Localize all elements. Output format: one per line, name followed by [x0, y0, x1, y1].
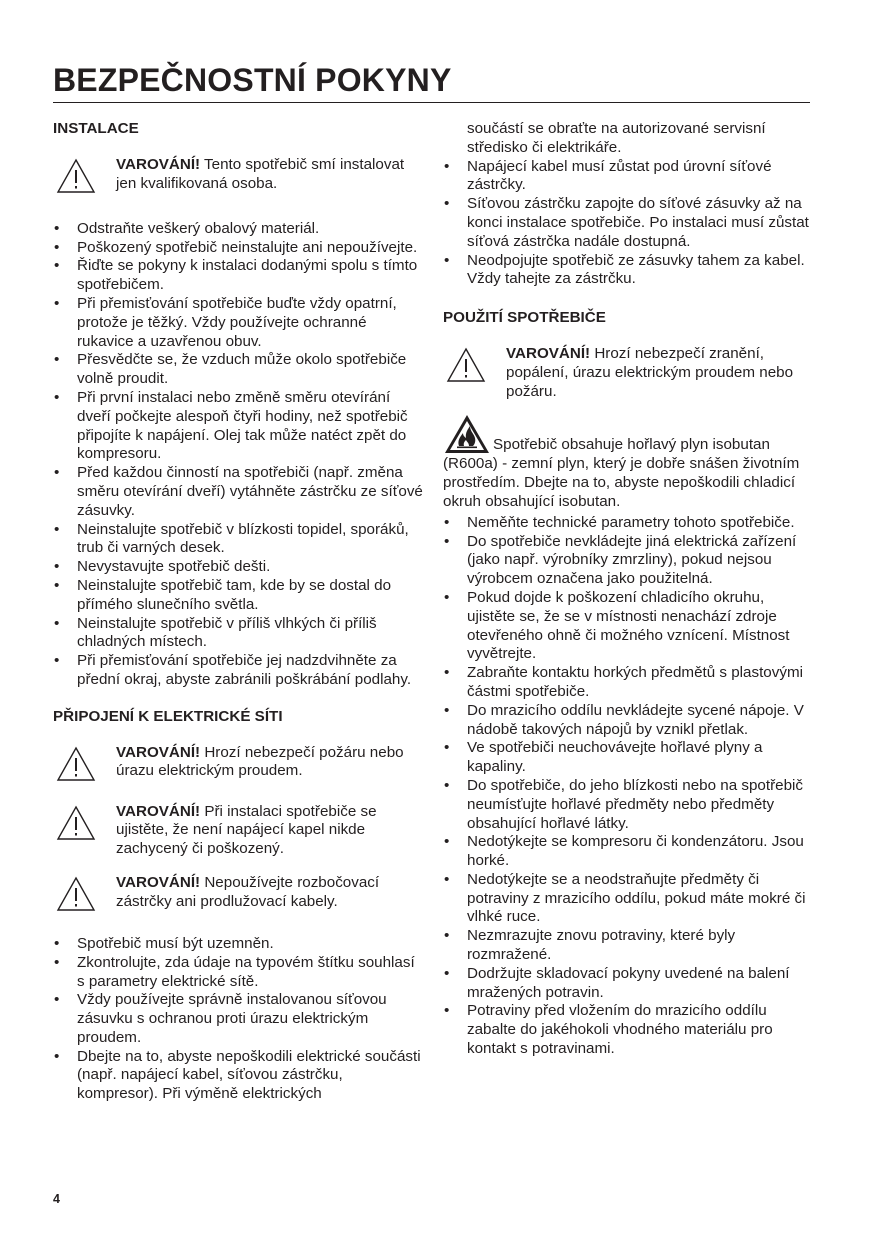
- warning-text: Tento spotřebič smí instalovat jen kvalifikovaná osoba.: [116, 155, 405, 192]
- warning-triangle-icon: [446, 347, 486, 383]
- list-item: • Neinstalujte spotřebič tam, kde by se dostal do přímého slunečního světla.: [53, 577, 423, 615]
- warning-triangle-icon: [56, 876, 96, 912]
- flammable-warning: [443, 413, 811, 511]
- warning-pouziti: [443, 345, 811, 401]
- section-heading-pripojeni: PŘIPOJENÍ K ELEKTRICKÉ SÍTI: [53, 707, 283, 725]
- warning-text: Hrozí nebezpečí zranění, popálení, úrazu elektrickým proudem nebo požáru.: [506, 344, 794, 400]
- list-item: • Odstraňte veškerý obalový materiál.: [53, 220, 423, 239]
- warning-pripojeni-3: [53, 874, 423, 918]
- warning-text: Při instalaci spotřebiče se ujistěte, že není napájecí kapel nikde zachycený či poškozený.: [116, 802, 377, 858]
- list-item: • Poškozený spotřebič neinstalujte ani nepoužívejte.: [53, 239, 423, 258]
- list-item: • Do spotřebiče nevkládejte jiná elektrická zařízení (jako např. výrobníky zmrzliny), pokud nejsou výrobcem označena jako použitelná.: [443, 533, 811, 589]
- list-item: • Dodržujte skladovací pokyny uvedené na balení mražených potravin.: [443, 965, 811, 1003]
- list-item: • Při přemisťování spotřebiče jej nadzdvihněte za přední okraj, abyste zabránili poškrábání podlahy.: [53, 652, 423, 690]
- list-item: • Neodpojujte spotřebič ze zásuvky tahem za kabel. Vždy tahejte za zástrčku.: [443, 252, 811, 290]
- warning-label: VAROVÁNÍ!: [116, 155, 201, 173]
- warning-label: VAROVÁNÍ!: [116, 743, 201, 761]
- list-item: • Zabraňte kontaktu horkých předmětů s plastovými částmi spotřebiče.: [443, 664, 811, 702]
- instalace-list: [53, 220, 423, 690]
- pripojeni-list: [53, 935, 423, 1104]
- list-item: • Při přemisťování spotřebiče buďte vždy opatrní, protože je těžký. Vždy používejte ochranné rukavice a uzavřenou obuv.: [53, 295, 423, 351]
- pouziti-list: [443, 514, 811, 1059]
- list-item: • Před každou činností na spotřebiči (např. změna směru otevírání dveří) vytáhněte zástrčku ze síťové zásuvky.: [53, 464, 423, 520]
- page-number: 4: [53, 1192, 60, 1206]
- list-item: • Pokud dojde k poškození chladicího okruhu, ujistěte se, že se v místnosti nenachází zdroje otevřeného ohně či možného vznícení. Místnost vyvětrejte.: [443, 589, 811, 664]
- page-title: BEZPEČNOSTNÍ POKYNY: [53, 60, 810, 103]
- list-item: • Nevystavujte spotřebič dešti.: [53, 558, 423, 577]
- section-heading-pouziti: POUŽITÍ SPOTŘEBIČE: [443, 309, 606, 327]
- continued-list-item: součástí se obraťte na autorizované servisní středisko či elektrikáře.: [467, 120, 766, 156]
- warning-text: Nepoužívejte rozbočovací zástrčky ani prodlužovací kabely.: [116, 873, 380, 910]
- list-item: • Dbejte na to, abyste nepoškodili elektrické součásti (např. napájecí kabel, síťovou zástrčku, kompresor). Při výměně elektrických: [53, 1048, 423, 1104]
- list-item: • Ve spotřebiči neuchovávejte hořlavé plyny a kapaliny.: [443, 739, 811, 777]
- list-item: • Do mrazicího oddílu nevkládejte sycené nápoje. V nádobě takových nápojů by vznikl přetlak.: [443, 702, 811, 740]
- section-heading-instalace: INSTALACE: [53, 120, 139, 137]
- list-item: • Nedotýkejte se a neodstraňujte předměty či potraviny z mrazicího oddílu, pokud máte mokré či vlhké ruce.: [443, 871, 811, 927]
- list-item: • Neinstalujte spotřebič v blízkosti topidel, sporáků, trub či varných desek.: [53, 521, 423, 559]
- warning-instalace: [53, 156, 423, 200]
- warning-triangle-icon: [56, 746, 96, 782]
- list-item: • Síťovou zástrčku zapojte do síťové zásuvky až na konci instalace spotřebiče. Po instalaci musí zůstat síťová zástrčka nadále dostupná.: [443, 195, 811, 251]
- warning-label: VAROVÁNÍ!: [506, 344, 591, 362]
- warning-pripojeni-1: [53, 744, 423, 788]
- warning-pripojeni-2: [53, 803, 423, 859]
- list-item: • Nezmrazujte znovu potraviny, které byly rozmražené.: [443, 927, 811, 965]
- list-item: • Do spotřebiče, do jeho blízkosti nebo na spotřebič neumísťujte hořlavé předměty nebo předměty obsahující hořlavé látky.: [443, 777, 811, 833]
- warning-label: VAROVÁNÍ!: [116, 802, 201, 820]
- list-item: • Nedotýkejte se kompresoru či kondenzátoru. Jsou horké.: [443, 833, 811, 871]
- right-column: [443, 120, 811, 1059]
- list-item: • Spotřebič musí být uzemněn.: [53, 935, 423, 954]
- warning-triangle-icon: [56, 158, 96, 194]
- warning-text: Hrozí nebezpečí požáru nebo úrazu elektrickým proudem.: [116, 743, 404, 780]
- list-item: • Řiďte se pokyny k instalaci dodanými spolu s tímto spotřebičem.: [53, 257, 423, 295]
- list-item: • Neměňte technické parametry tohoto spotřebiče.: [443, 514, 811, 533]
- list-item: • Potraviny před vložením do mrazicího oddílu zabalte do jakéhokoli vhodného materiálu pro kontakt s potravinami.: [443, 1002, 811, 1058]
- list-item: • Při první instalaci nebo změně směru otevírání dveří počkejte alespoň čtyři hodiny, než spotřebič připojíte k napájení. Olej tak může natéct zpět do kompresoru.: [53, 389, 423, 464]
- list-item: • Přesvědčte se, že vzduch může okolo spotřebiče volně proudit.: [53, 351, 423, 389]
- flammable-text: Spotřebič obsahuje hořlavý plyn isobutan (R600a) - zemní plyn, který je dobře snášen životním prostředím. Dbejte na to, abyste nepoškodili chladicí okruh obsahující isobutan.: [443, 436, 800, 510]
- list-item: • Neinstalujte spotřebič v příliš vlhkých či příliš chladných místech.: [53, 615, 423, 653]
- warning-label: VAROVÁNÍ!: [116, 873, 201, 891]
- flammable-hazard-icon: [443, 413, 491, 455]
- list-item: • Vždy používejte správně instalovanou síťovou zásuvku s ochranou proti úrazu elektrickým proudem.: [53, 991, 423, 1047]
- list-item: • Napájecí kabel musí zůstat pod úrovní síťové zástrčky.: [443, 158, 811, 196]
- list-item: • Zkontrolujte, zda údaje na typovém štítku souhlasí s parametry elektrické sítě.: [53, 954, 423, 992]
- left-column: [53, 120, 423, 1104]
- warning-triangle-icon: [56, 805, 96, 841]
- pripojeni-list-continued: [443, 158, 811, 290]
